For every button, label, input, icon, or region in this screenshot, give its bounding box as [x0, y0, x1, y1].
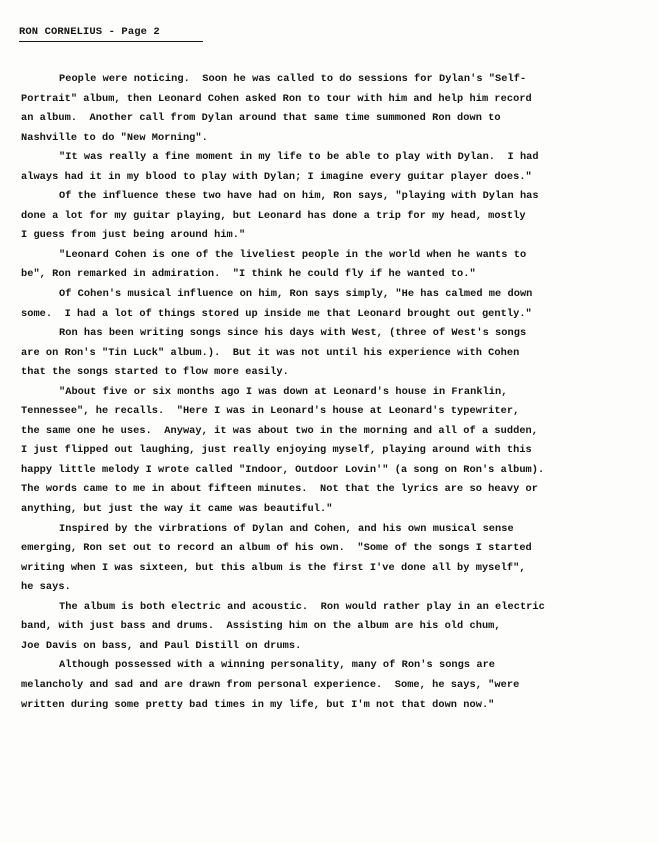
- text-line: Joe Davis on bass, and Paul Distill on drums.: [21, 639, 302, 652]
- text-line: are on Ron's "Tin Luck" album.). But it was not until his experience with Cohen: [21, 346, 520, 359]
- header-underline: [19, 41, 203, 42]
- text-line: Tennessee", he recalls. "Here I was in Leonard's house at Leonard's typewriter,: [21, 405, 520, 418]
- body-text: [21, 70, 649, 715]
- text-line: some. I had a lot of things stored up inside me that Leonard brought out gently.": [21, 307, 532, 320]
- text-line: melancholy and sad and are drawn from personal experience. Some, he says, "were: [21, 678, 520, 691]
- text-line: "It was really a fine moment in my life to be able to play with Dylan. I had: [59, 151, 539, 164]
- text-line: writing when I was sixteen, but this album is the first I've done all by myself",: [21, 561, 526, 574]
- text-line: an album. Another call from Dylan around that same time summoned Ron down to: [21, 112, 501, 125]
- text-line: that the songs started to flow more easily.: [21, 366, 289, 379]
- text-line: The album is both electric and acoustic. Ron would rather play in an electric: [59, 600, 545, 613]
- text-line: Inspired by the virbrations of Dylan and Cohen, and his own musical sense: [59, 522, 514, 535]
- text-line: Nashville to do "New Morning".: [21, 131, 208, 144]
- text-line: People were noticing. Soon he was called to do sessions for Dylan's "Self-: [59, 73, 527, 85]
- text-line: written during some pretty bad times in my life, but I'm not that down now.": [21, 698, 495, 711]
- text-line: happy little melody I wrote called "Indoor, Outdoor Lovin'" (a song on Ron's album).: [21, 463, 545, 476]
- text-line: I guess from just being around him.": [21, 229, 246, 242]
- page-header: RON CORNELIUS - Page 2: [19, 26, 160, 38]
- text-line: done a lot for my guitar playing, but Leonard has done a trip for my head, mostly: [21, 209, 526, 222]
- text-line: The words came to me in about fifteen minutes. Not that the lyrics are so heavy or: [21, 483, 539, 496]
- text-line: Ron has been writing songs since his days with West, (three of West's songs: [59, 327, 527, 340]
- text-line: "Leonard Cohen is one of the liveliest people in the world when he wants to: [59, 248, 527, 261]
- text-line: the same one he uses. Anyway, it was about two in the morning and all of a sudden,: [21, 424, 539, 437]
- text-line: "About five or six months ago I was down at Leonard's house in Franklin,: [59, 385, 508, 398]
- text-line: Although possessed with a winning personality, many of Ron's songs are: [59, 659, 496, 672]
- text-line: he says.: [21, 581, 71, 594]
- text-line: be", Ron remarked in admiration. "I think he could fly if he wanted to.": [21, 268, 476, 281]
- text-line: emerging, Ron set out to record an album of his own. "Some of the songs I started: [21, 542, 532, 555]
- text-line: always had it in my blood to play with Dylan; I imagine every guitar player does.": [21, 170, 532, 183]
- text-line: band, with just bass and drums. Assisting him on the album are his old chum,: [21, 620, 501, 633]
- text-line: Portrait" album, then Leonard Cohen asked Ron to tour with him and help him record: [21, 92, 532, 105]
- text-line: Of the influence these two have had on him, Ron says, "playing with Dylan has: [59, 190, 539, 203]
- text-line: anything, but just the way it came was beautiful.": [21, 503, 333, 516]
- text-line: I just flipped out laughing, just really enjoying myself, playing around with this: [21, 444, 532, 457]
- text-line: Of Cohen's musical influence on him, Ron says simply, "He has calmed me down: [59, 288, 533, 301]
